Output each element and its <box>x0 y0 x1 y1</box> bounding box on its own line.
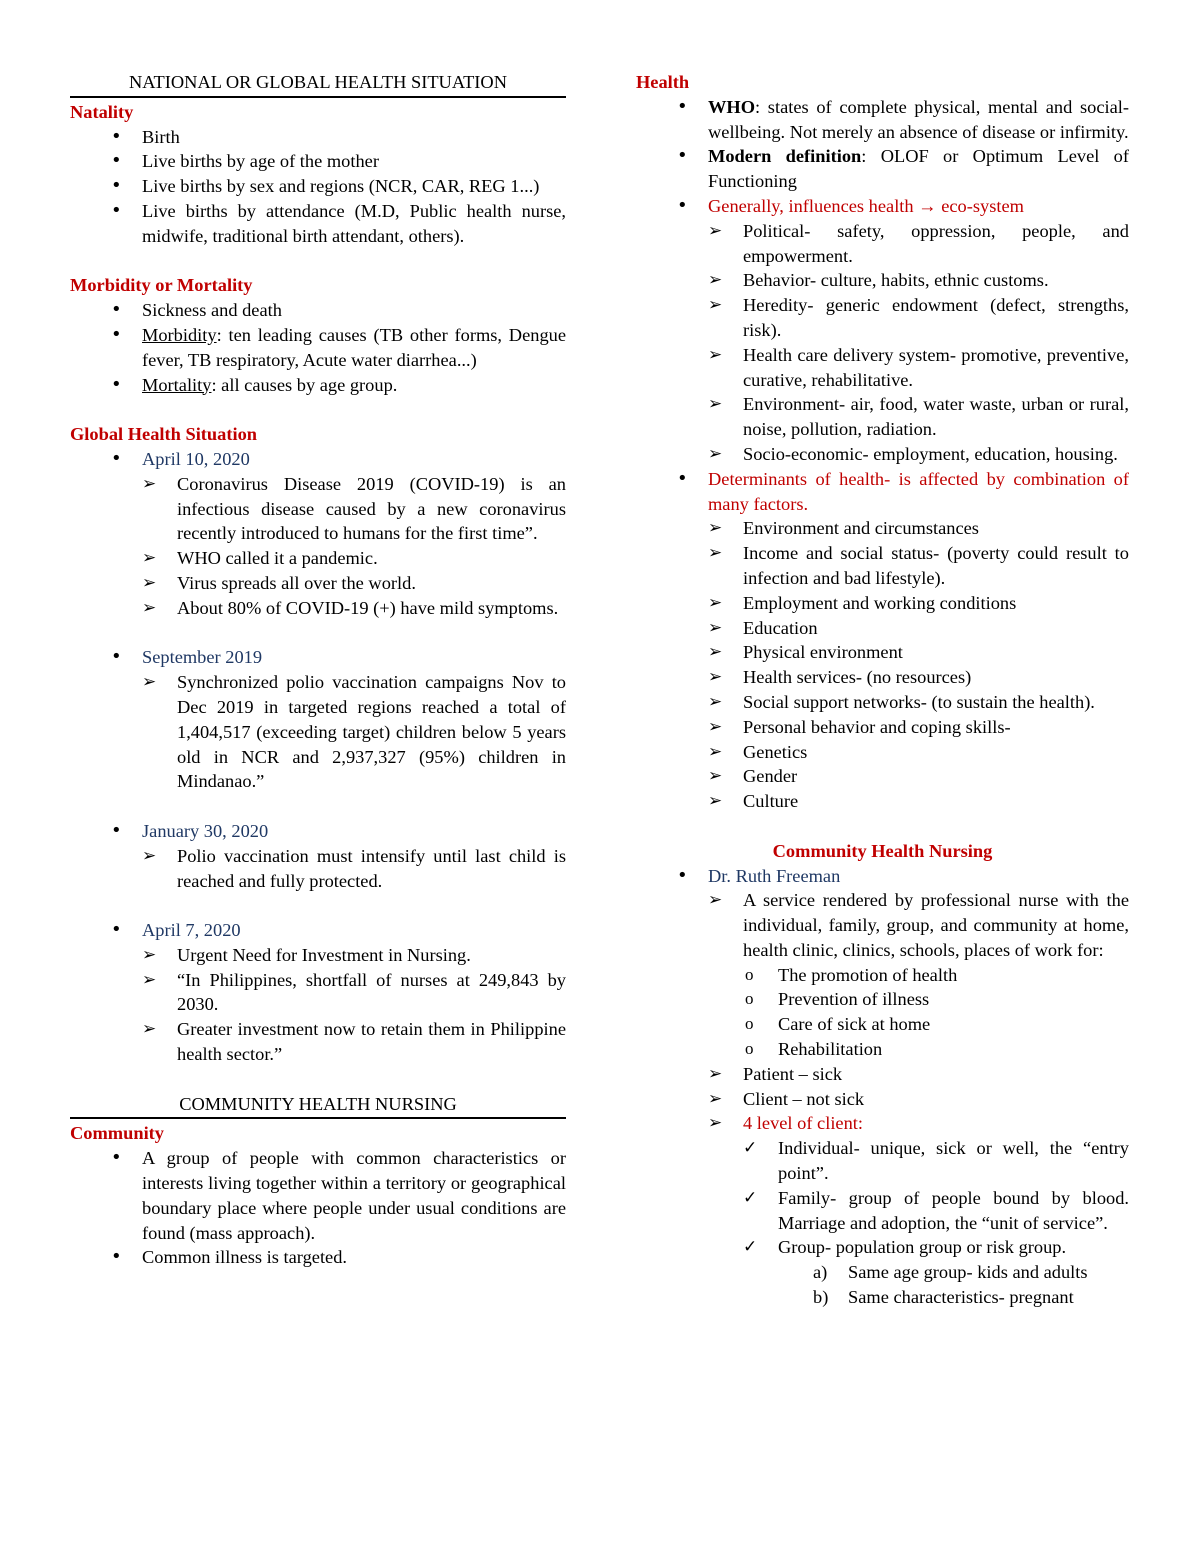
list-item: ➢ Income and social status- (poverty could result to infection and bad lifestyle). <box>708 541 1129 591</box>
influences-heading-end: eco-system <box>936 195 1024 216</box>
modern-definition: : OLOF or Optimum Level of Functioning <box>708 146 1129 192</box>
list-item <box>813 1285 1129 1310</box>
list-item <box>636 467 1129 814</box>
list-item: o The promotion of health <box>743 963 1129 988</box>
date-entry <box>70 918 566 1067</box>
list-item: ➢ Patient – sick <box>708 1062 1129 1087</box>
list-item: ➢ Environment and circumstances <box>708 516 1129 541</box>
list-item: ➢ Client – not sick <box>708 1087 1129 1112</box>
community-list <box>70 1146 566 1270</box>
list-item: o Rehabilitation <box>743 1037 1129 1062</box>
term-who: WHO <box>708 96 756 117</box>
person-name: Dr. Ruth Freeman <box>708 865 841 886</box>
list-item: ➢ Socio-economic- employment, education, housing. <box>708 442 1129 467</box>
list-item: ➢ Heredity- generic endowment (defect, strengths, risk). <box>708 293 1129 343</box>
term-modern-definition: Modern definition <box>708 146 862 167</box>
date-entry <box>70 447 566 645</box>
list-item: ➢ Employment and working conditions <box>708 591 1129 616</box>
date-label: September 2019 <box>142 647 263 668</box>
list-item: ➢ Education <box>708 616 1129 641</box>
heading-morbidity-mortality: Morbidity or Mortality <box>70 275 253 296</box>
list-item: • Live births by attendance (M.D, Public health nurse, midwife, traditional birth attendant, others). <box>70 199 566 249</box>
list-item: • Birth <box>70 125 566 150</box>
chn-definition: A service rendered by professional nurse with the individual, family, group, and community at home, health clinic, clinics, schools, places of work for: <box>743 890 1129 960</box>
list-item: ➢ Personal behavior and coping skills- <box>708 715 1129 740</box>
list-item <box>636 864 1129 1310</box>
heading-community-health-nursing: Community Health Nursing <box>772 840 993 861</box>
list-item: ➢ About 80% of COVID-19 (+) have mild symptoms. <box>142 596 566 621</box>
list-item: ➢ Greater investment now to retain them in Philippine health sector.” <box>142 1017 566 1067</box>
date-label: April 10, 2020 <box>142 448 250 469</box>
list-item: ➢ Synchronized polio vaccination campaigns Nov to Dec 2019 in targeted regions reached a total of 1,404,517 (exceeding target) children below 5 years old in NCR and 2,937,327 (95%) children in Mindanao.” <box>142 670 566 794</box>
date-label: January 30, 2020 <box>142 820 269 841</box>
group-sub-list <box>813 1260 1129 1310</box>
list-item: ➢ Social support networks- (to sustain the health). <box>708 690 1129 715</box>
list-item <box>70 323 566 373</box>
list-item: ➢ Health care delivery system- promotive, preventive, curative, rehabilitative. <box>708 343 1129 393</box>
who-definition: : states of complete physical, mental and social- wellbeing. Not merely an absence of disease or infirmity. <box>708 96 1129 142</box>
morbidity-text: : ten leading causes (TB other forms, Dengue fever, TB respiratory, Acute water diarrhea...) <box>142 324 566 370</box>
list-item: o Care of sick at home <box>743 1012 1129 1037</box>
levels-heading: 4 level of client: <box>743 1113 864 1134</box>
determinants-heading: Determinants of health- is affected by combination of many factors. <box>708 468 1129 514</box>
left-column <box>70 70 566 1270</box>
list-item: • Sickness and death <box>70 298 566 323</box>
list-item: ➢ Urgent Need for Investment in Nursing. <box>142 943 566 968</box>
list-marker: a) <box>813 1262 828 1283</box>
group-text: Group- population group or risk group. <box>778 1237 1067 1258</box>
natality-list <box>70 125 566 249</box>
list-item <box>813 1260 1129 1285</box>
list-item: ➢ Physical environment <box>708 640 1129 665</box>
list-item <box>636 95 1129 145</box>
list-item: ➢ Health services- (no resources) <box>708 665 1129 690</box>
list-item: ✓ Family- group of people bound by blood. Marriage and adoption, the “unit of service”. <box>743 1186 1129 1236</box>
list-item <box>70 373 566 398</box>
list-text: Same characteristics- pregnant <box>848 1287 1074 1308</box>
date-entry <box>70 819 566 918</box>
list-item <box>708 1111 1129 1309</box>
date-entry <box>70 645 566 819</box>
list-item: ➢ Environment- air, food, water waste, urban or rural, noise, pollution, radiation. <box>708 392 1129 442</box>
heading-global-health-situation: Global Health Situation <box>70 424 258 445</box>
list-item: ➢ Polio vaccination must intensify until last child is reached and fully protected. <box>142 844 566 894</box>
list-item <box>708 888 1129 1062</box>
list-item: • A group of people with common characteristics or interests living together within a territory or geographical boundary place where people under usual conditions are found (mass approach). <box>70 1146 566 1245</box>
list-text: Same age group- kids and adults <box>848 1262 1088 1283</box>
section-title-health-situation: NATIONAL OR GLOBAL HEALTH SITUATION <box>70 70 566 98</box>
heading-natality: Natality <box>70 101 134 122</box>
chn-list <box>636 864 1129 1310</box>
list-item <box>636 194 1129 467</box>
purpose-list <box>743 963 1129 1062</box>
mortality-text: : all causes by age group. <box>211 374 398 395</box>
list-item: ➢ Virus spreads all over the world. <box>142 571 566 596</box>
list-item: ➢ Behavior- culture, habits, ethnic customs. <box>708 268 1129 293</box>
client-levels-list <box>743 1136 1129 1310</box>
list-item: • Live births by sex and regions (NCR, CAR, REG 1...) <box>70 174 566 199</box>
heading-community: Community <box>70 1123 165 1144</box>
global-health-list <box>70 447 566 1067</box>
arrow-right-icon: → <box>918 195 937 216</box>
list-item: o Prevention of illness <box>743 987 1129 1012</box>
heading-health: Health <box>636 72 690 92</box>
list-item <box>636 144 1129 194</box>
list-item: ➢ Coronavirus Disease 2019 (COVID-19) is an infectious disease caused by a new coronavirus recently introduced to humans for the first time”. <box>142 472 566 546</box>
right-column <box>636 70 1129 1310</box>
term-mortality: Mortality <box>142 374 212 395</box>
influences-heading: Generally, influences health <box>708 195 919 216</box>
list-item: ➢ WHO called it a pandemic. <box>142 546 566 571</box>
list-item: ➢ “In Philippines, shortfall of nurses at 249,843 by 2030. <box>142 968 566 1018</box>
list-item: ➢ Culture <box>708 789 1129 814</box>
list-marker: b) <box>813 1287 829 1308</box>
list-item: • Live births by age of the mother <box>70 149 566 174</box>
list-item: ➢ Gender <box>708 764 1129 789</box>
health-list <box>636 95 1129 814</box>
section-title-community-health-nursing: COMMUNITY HEALTH NURSING <box>70 1092 566 1120</box>
list-item: ➢ Political- safety, oppression, people, and empowerment. <box>708 219 1129 269</box>
date-label: April 7, 2020 <box>142 920 241 941</box>
morbidity-list <box>70 298 566 397</box>
list-item: ✓ Individual- unique, sick or well, the “entry point”. <box>743 1136 1129 1186</box>
list-item: ➢ Genetics <box>708 740 1129 765</box>
list-item <box>743 1235 1129 1309</box>
list-item: • Common illness is targeted. <box>70 1245 566 1270</box>
term-morbidity: Morbidity <box>142 324 217 345</box>
